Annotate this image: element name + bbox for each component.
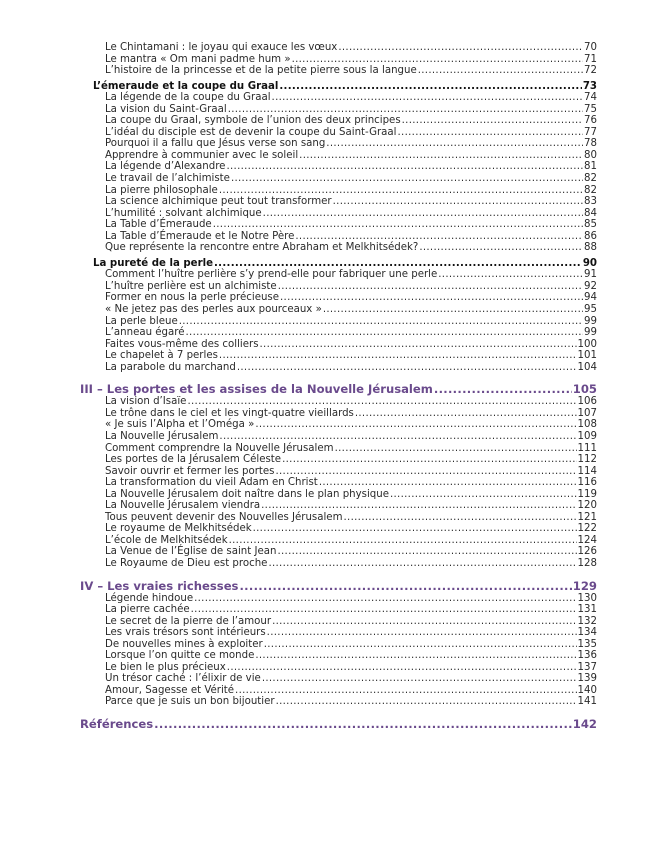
toc-entry-sub[interactable] <box>80 454 597 466</box>
toc-entry-chapter[interactable] <box>80 383 597 396</box>
toc-entry-sub[interactable] <box>80 477 597 489</box>
dot-leader <box>398 127 584 139</box>
toc-entry-page: 135 <box>577 638 597 650</box>
toc-entry-sub[interactable] <box>80 231 597 243</box>
toc-entry-sub[interactable] <box>80 161 597 173</box>
dot-leader <box>272 92 584 104</box>
toc-entry-title: La Table d’Émeraude et le Notre Père <box>105 230 295 242</box>
toc-entry-chapter[interactable] <box>80 580 597 593</box>
toc-entry-title: La pierre philosophale <box>105 184 218 196</box>
toc-entry-page: 136 <box>577 650 597 662</box>
toc-entry-page: 91 <box>584 269 597 281</box>
toc-entry-title: « Je suis l’Alpha et l’Oméga » <box>105 419 255 431</box>
toc-entry-sub[interactable] <box>80 650 597 662</box>
dot-leader <box>179 316 583 328</box>
toc-entry-title: La Table d’Émeraude <box>105 219 212 231</box>
toc-entry-sub[interactable] <box>80 65 597 77</box>
toc-entry-page: 86 <box>584 230 597 242</box>
toc-entry-sub[interactable] <box>80 185 597 197</box>
toc-entry-page: 72 <box>584 65 597 77</box>
dot-leader <box>231 173 583 185</box>
dot-leader <box>260 339 577 351</box>
toc-entry-page: 99 <box>584 327 597 339</box>
dot-leader <box>214 258 582 270</box>
toc-entry-sub[interactable] <box>80 419 597 431</box>
toc-entry-title: Former en nous la perle précieuse <box>105 292 280 304</box>
toc-entry-sub[interactable] <box>80 292 597 304</box>
toc-entry-title: Le chapelet à 7 perles <box>105 350 218 362</box>
toc-entry-page: 81 <box>584 161 597 173</box>
dot-leader <box>280 292 583 304</box>
dot-leader <box>279 81 581 93</box>
toc-entry-title: La légende de la coupe du Graal <box>105 92 271 104</box>
dot-leader <box>264 639 577 651</box>
toc-entry-page: 73 <box>582 80 597 92</box>
toc-entry-title: La science alchimique peut tout transformer <box>105 196 332 208</box>
toc-entry-sub[interactable] <box>80 535 597 547</box>
dot-leader <box>434 383 572 396</box>
toc-entry-sub[interactable] <box>80 489 597 501</box>
toc-entry-page: 130 <box>577 592 597 604</box>
toc-entry-title: IV – Les vraies richesses <box>80 578 239 593</box>
toc-entry-sub[interactable] <box>80 242 597 254</box>
toc-entry-page: 75 <box>584 103 597 115</box>
toc-entry-page: 128 <box>577 557 597 569</box>
toc-entry-page: 88 <box>584 242 597 254</box>
toc-entry-page: 111 <box>577 442 597 454</box>
toc-entry-title: La Venue de l’Église de saint Jean <box>105 546 277 558</box>
dot-leader <box>253 523 577 535</box>
toc-entry-page: 107 <box>577 407 597 419</box>
toc-entry-title: Lorsque l’on quitte ce monde <box>105 650 255 662</box>
dot-leader <box>219 185 583 197</box>
toc-entry-sub[interactable] <box>80 673 597 685</box>
toc-entry-title: Amour, Sagesse et Vérité <box>105 684 235 696</box>
toc-entry-page: 126 <box>577 546 597 558</box>
toc-entry-page: 106 <box>577 396 597 408</box>
toc-entry-page: 114 <box>577 465 597 477</box>
toc-entry-page: 76 <box>584 115 597 127</box>
toc-entry-sub[interactable] <box>80 219 597 231</box>
toc-entry-title: Le bien le plus précieux <box>105 661 226 673</box>
dot-leader <box>282 454 576 466</box>
toc-entry-sub[interactable] <box>80 127 597 139</box>
toc-entry-sub[interactable] <box>80 662 597 674</box>
dot-leader <box>228 104 583 116</box>
dot-leader <box>194 593 576 605</box>
toc-entry-sub[interactable] <box>80 685 597 697</box>
dot-leader <box>263 208 583 220</box>
toc-entry-chapter[interactable] <box>80 718 597 731</box>
toc-entry-sub[interactable] <box>80 512 597 524</box>
toc-entry-page: 78 <box>584 138 597 150</box>
toc-entry-sub[interactable] <box>80 593 597 605</box>
toc-entry-page: 95 <box>584 304 597 316</box>
toc-entry-sub[interactable] <box>80 138 597 150</box>
toc-entry-page: 129 <box>572 578 597 593</box>
toc-entry-title: Apprendre à communier avec le soleil <box>105 149 299 161</box>
toc-entry-sub[interactable] <box>80 616 597 628</box>
dot-leader <box>335 443 577 455</box>
toc-entry-sub[interactable] <box>80 466 597 478</box>
toc-entry-page: 85 <box>584 219 597 231</box>
toc-entry-page: 122 <box>577 523 597 535</box>
toc-entry-sub[interactable] <box>80 431 597 443</box>
toc-entry-page: 137 <box>577 661 597 673</box>
toc-entry-title: Le Chintamani : le joyau qui exauce les vœux <box>105 42 338 53</box>
toc-entry-page: 74 <box>584 92 597 104</box>
toc-entry-title: Pourquoi il a fallu que Jésus verse son sang <box>105 138 326 150</box>
toc-entry-page: 105 <box>572 382 597 397</box>
toc-entry-sub[interactable] <box>80 281 597 293</box>
toc-entry-sub[interactable] <box>80 150 597 162</box>
toc-entry-title: La légende d’Alexandre <box>105 161 226 173</box>
dot-leader <box>219 350 577 362</box>
toc-entry-title: La coupe du Graal, symbole de l’union des deux principes <box>105 115 401 127</box>
dot-leader <box>323 304 583 316</box>
dot-leader <box>319 477 577 489</box>
toc-entry-title: Savoir ouvrir et fermer les portes <box>105 465 275 477</box>
toc-entry-title: Le trône dans le ciel et les vingt-quatre vieillards <box>105 407 354 419</box>
toc-entry-title: III – Les portes et les assises de la Nouvelle Jérusalem <box>80 382 433 397</box>
toc-entry-page: 77 <box>584 126 597 138</box>
toc-entry-title: « Ne jetez pas des perles aux pourceaux » <box>105 304 322 316</box>
toc-entry-page: 131 <box>577 604 597 616</box>
dot-leader <box>237 362 577 374</box>
toc-entry-page: 140 <box>577 684 597 696</box>
dot-leader <box>344 512 577 524</box>
table-of-contents <box>80 42 597 731</box>
toc-entry-page: 99 <box>584 315 597 327</box>
toc-entry-title: Les vrais trésors sont intérieurs <box>105 627 266 639</box>
toc-entry-page: 84 <box>584 207 597 219</box>
toc-entry-page: 70 <box>584 42 597 53</box>
dot-leader <box>191 604 577 616</box>
dot-leader <box>276 696 577 708</box>
toc-entry-page: 83 <box>584 196 597 208</box>
toc-entry-sub[interactable] <box>80 92 597 104</box>
dot-leader <box>299 150 583 162</box>
toc-entry-title: L’histoire de la princesse et de la petite pierre sous la langue <box>105 65 417 77</box>
dot-leader <box>419 242 583 254</box>
dot-leader <box>187 396 576 408</box>
toc-entry-sub[interactable] <box>80 208 597 220</box>
toc-entry-sub[interactable] <box>80 362 597 374</box>
toc-entry-page: 139 <box>577 673 597 685</box>
dot-leader <box>229 535 577 547</box>
toc-entry-title: Les portes de la Jérusalem Céleste <box>105 454 282 466</box>
toc-entry-title: Le secret de la pierre de l’amour <box>105 615 272 627</box>
toc-entry-sub[interactable] <box>80 104 597 116</box>
toc-entry-sub[interactable] <box>80 54 597 66</box>
dot-leader <box>326 138 583 150</box>
toc-entry-title: La vision du Saint-Graal <box>105 103 227 115</box>
toc-entry-page: 101 <box>577 350 597 362</box>
dot-leader <box>154 718 572 731</box>
toc-entry-sub[interactable] <box>80 396 597 408</box>
toc-entry-page: 112 <box>577 454 597 466</box>
toc-entry-title: L’école de Melkhitsédek <box>105 534 228 546</box>
toc-entry-sub[interactable] <box>80 546 597 558</box>
dot-leader <box>213 219 583 231</box>
toc-entry-page: 92 <box>584 280 597 292</box>
toc-entry-sub[interactable] <box>80 639 597 651</box>
toc-entry-title: La transformation du vieil Adam en Christ <box>105 477 318 489</box>
dot-leader <box>277 546 576 558</box>
toc-entry-sub[interactable] <box>80 173 597 185</box>
toc-entry-sub[interactable] <box>80 42 597 54</box>
toc-entry-sub[interactable] <box>80 500 597 512</box>
toc-entry-sub[interactable] <box>80 115 597 127</box>
toc-entry-title: Le mantra « Om mani padme hum » <box>105 53 291 65</box>
dot-leader <box>239 580 571 593</box>
toc-entry-page: 71 <box>584 53 597 65</box>
toc-entry-page: 109 <box>577 430 597 442</box>
toc-entry-sub[interactable] <box>80 696 597 708</box>
toc-entry-page: 108 <box>577 419 597 431</box>
toc-entry-sub[interactable] <box>80 408 597 420</box>
dot-leader <box>255 650 576 662</box>
toc-entry-title: La Nouvelle Jérusalem doit naître dans le plan physique <box>105 488 389 500</box>
toc-entry-title: Un trésor caché : l’élixir de vie <box>105 673 261 685</box>
toc-entry-title: Le Royaume de Dieu est proche <box>105 557 268 569</box>
dot-leader <box>278 281 583 293</box>
toc-entry-title: La parabole du marchand <box>105 361 236 373</box>
dot-leader <box>235 685 577 697</box>
toc-entry-page: 94 <box>584 292 597 304</box>
toc-entry-title: La Nouvelle Jérusalem viendra <box>105 500 261 512</box>
dot-leader <box>255 419 576 431</box>
toc-entry-sub[interactable] <box>80 304 597 316</box>
dot-leader <box>402 115 583 127</box>
toc-entry-page: 90 <box>582 257 597 269</box>
toc-entry-page: 134 <box>577 627 597 639</box>
toc-entry-title: Parce que je suis un bon bijoutier <box>105 696 275 708</box>
toc-entry-title: La perle bleue <box>105 315 178 327</box>
toc-entry-title: De nouvelles mines à exploiter <box>105 638 263 650</box>
toc-entry-page: 100 <box>577 338 597 350</box>
toc-entry-page: 121 <box>577 511 597 523</box>
toc-entry-title: La Nouvelle Jérusalem <box>105 430 219 442</box>
dot-leader <box>418 65 583 77</box>
toc-entry-title: L’idéal du disciple est de devenir la coupe du Saint-Graal <box>105 126 397 138</box>
dot-leader <box>227 662 577 674</box>
dot-leader <box>268 558 576 570</box>
toc-entry-sub[interactable] <box>80 627 597 639</box>
toc-entry-title: La pierre cachée <box>105 604 190 616</box>
toc-entry-title: L’humilité : solvant alchimique <box>105 207 262 219</box>
toc-entry-title: Références <box>80 716 154 731</box>
dot-leader <box>355 408 577 420</box>
dot-leader <box>226 161 583 173</box>
toc-entry-sub[interactable] <box>80 316 597 328</box>
toc-entry-title: La vision d’Isaïe <box>105 396 187 408</box>
dot-leader <box>267 627 577 639</box>
toc-entry-sub[interactable] <box>80 604 597 616</box>
dot-leader <box>272 616 576 628</box>
toc-entry-sub[interactable] <box>80 523 597 535</box>
dot-leader <box>186 327 584 339</box>
toc-entry-title: L’émeraude et la coupe du Graal <box>93 80 279 92</box>
toc-entry-page: 119 <box>577 488 597 500</box>
toc-entry-title: L’huître perlière est un alchimiste <box>105 280 277 292</box>
dot-leader <box>438 269 583 281</box>
toc-entry-title: Comment l’huître perlière s’y prend-elle pour fabriquer une perle <box>105 269 438 281</box>
toc-entry-title: Légende hindoue <box>105 592 194 604</box>
toc-entry-page: 132 <box>577 615 597 627</box>
toc-entry-section[interactable] <box>80 258 597 270</box>
toc-entry-page: 82 <box>584 173 597 185</box>
toc-entry-title: Le travail de l’alchimiste <box>105 173 230 185</box>
dot-leader <box>295 231 583 243</box>
toc-entry-page: 141 <box>577 696 597 708</box>
toc-entry-page: 82 <box>584 184 597 196</box>
toc-entry-title: Tous peuvent devenir des Nouvelles Jérusalem <box>105 511 343 523</box>
toc-entry-sub[interactable] <box>80 269 597 281</box>
toc-entry-sub[interactable] <box>80 196 597 208</box>
toc-entry-title: La pureté de la perle <box>93 257 214 269</box>
toc-entry-page: 80 <box>584 149 597 161</box>
toc-entry-sub[interactable] <box>80 350 597 362</box>
dot-leader <box>390 489 577 501</box>
toc-entry-title: Comment comprendre la Nouvelle Jérusalem <box>105 442 334 454</box>
dot-leader <box>261 500 576 512</box>
toc-entry-sub[interactable] <box>80 443 597 455</box>
toc-entry-sub[interactable] <box>80 327 597 339</box>
toc-entry-page: 124 <box>577 534 597 546</box>
dot-leader <box>333 196 583 208</box>
toc-entry-page: 142 <box>572 716 597 731</box>
dot-leader <box>219 431 576 443</box>
dot-leader <box>292 54 583 66</box>
toc-entry-sub[interactable] <box>80 339 597 351</box>
dot-leader <box>262 673 577 685</box>
toc-entry-title: Faites vous-même des colliers <box>105 338 259 350</box>
toc-entry-sub[interactable] <box>80 558 597 570</box>
dot-leader <box>338 42 583 54</box>
toc-entry-page: 104 <box>577 361 597 373</box>
toc-entry-title: Le royaume de Melkhitsédek <box>105 523 252 535</box>
toc-entry-page: 116 <box>577 477 597 489</box>
dot-leader <box>275 466 576 478</box>
toc-entry-title: Que représente la rencontre entre Abraham et Melkhitsédek? <box>105 242 419 254</box>
toc-entry-page: 120 <box>577 500 597 512</box>
toc-entry-section[interactable] <box>80 81 597 93</box>
toc-entry-title: L’anneau égaré <box>105 327 185 339</box>
